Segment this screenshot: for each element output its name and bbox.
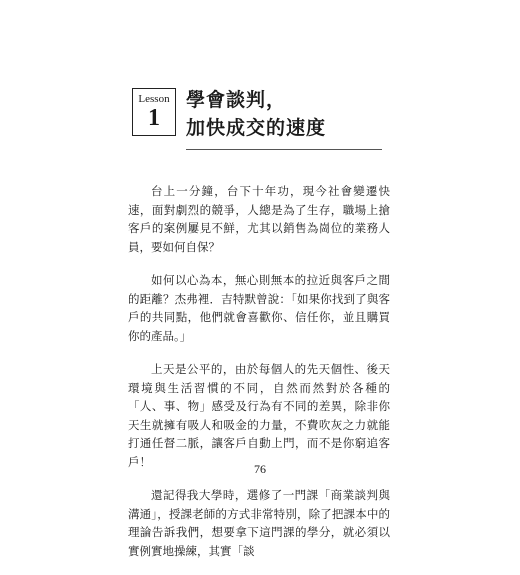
paragraph-2: 如何以心為本，無心則無本的拉近與客戶之間的距離？杰弗裡．吉特默曾說：「如果你找到了與客戶的共同點，他們就會喜歡你、信任你，並且購買你的產品。」	[128, 273, 390, 343]
paragraph-3: 上天是公平的，由於每個人的先天個性、後天環境與生活習慣的不同，自然而然對於各種的「人、事、物」感受及行為有不同的差異，除非你天生就擁有吸人和吸金的力量，不費吹灰之力就能打通任督二脈，讓客戶自動上門，而不是你窮追客戶！	[128, 362, 390, 469]
chapter-title	[186, 86, 326, 142]
paragraph-1: 台上一分鐘，台下十年功，現今社會變遷快速，面對劇烈的競爭，人總是為了生存，職場上搶客戶的案例屢見不鮮，尤其以銷售為崗位的業務人員，要如何自保？	[128, 184, 390, 254]
lesson-number: 1	[148, 105, 160, 131]
lesson-badge	[132, 88, 176, 136]
lesson-label: Lesson	[138, 93, 170, 105]
title-divider	[186, 149, 382, 150]
body-text	[128, 182, 390, 575]
paragraph-4: 還記得我大學時，選修了一門課「商業談判與溝通」，授課老師的方式非常特別，除了把課本中的理論告訴我們，想要拿下這門課的學分，就必須以實例實地操練，其實「談	[128, 488, 390, 558]
page-number: 76	[254, 462, 266, 476]
chapter-title-line-1: 學會談判，	[186, 89, 287, 111]
chapter-title-line-2: 加快成交的速度	[186, 117, 327, 139]
